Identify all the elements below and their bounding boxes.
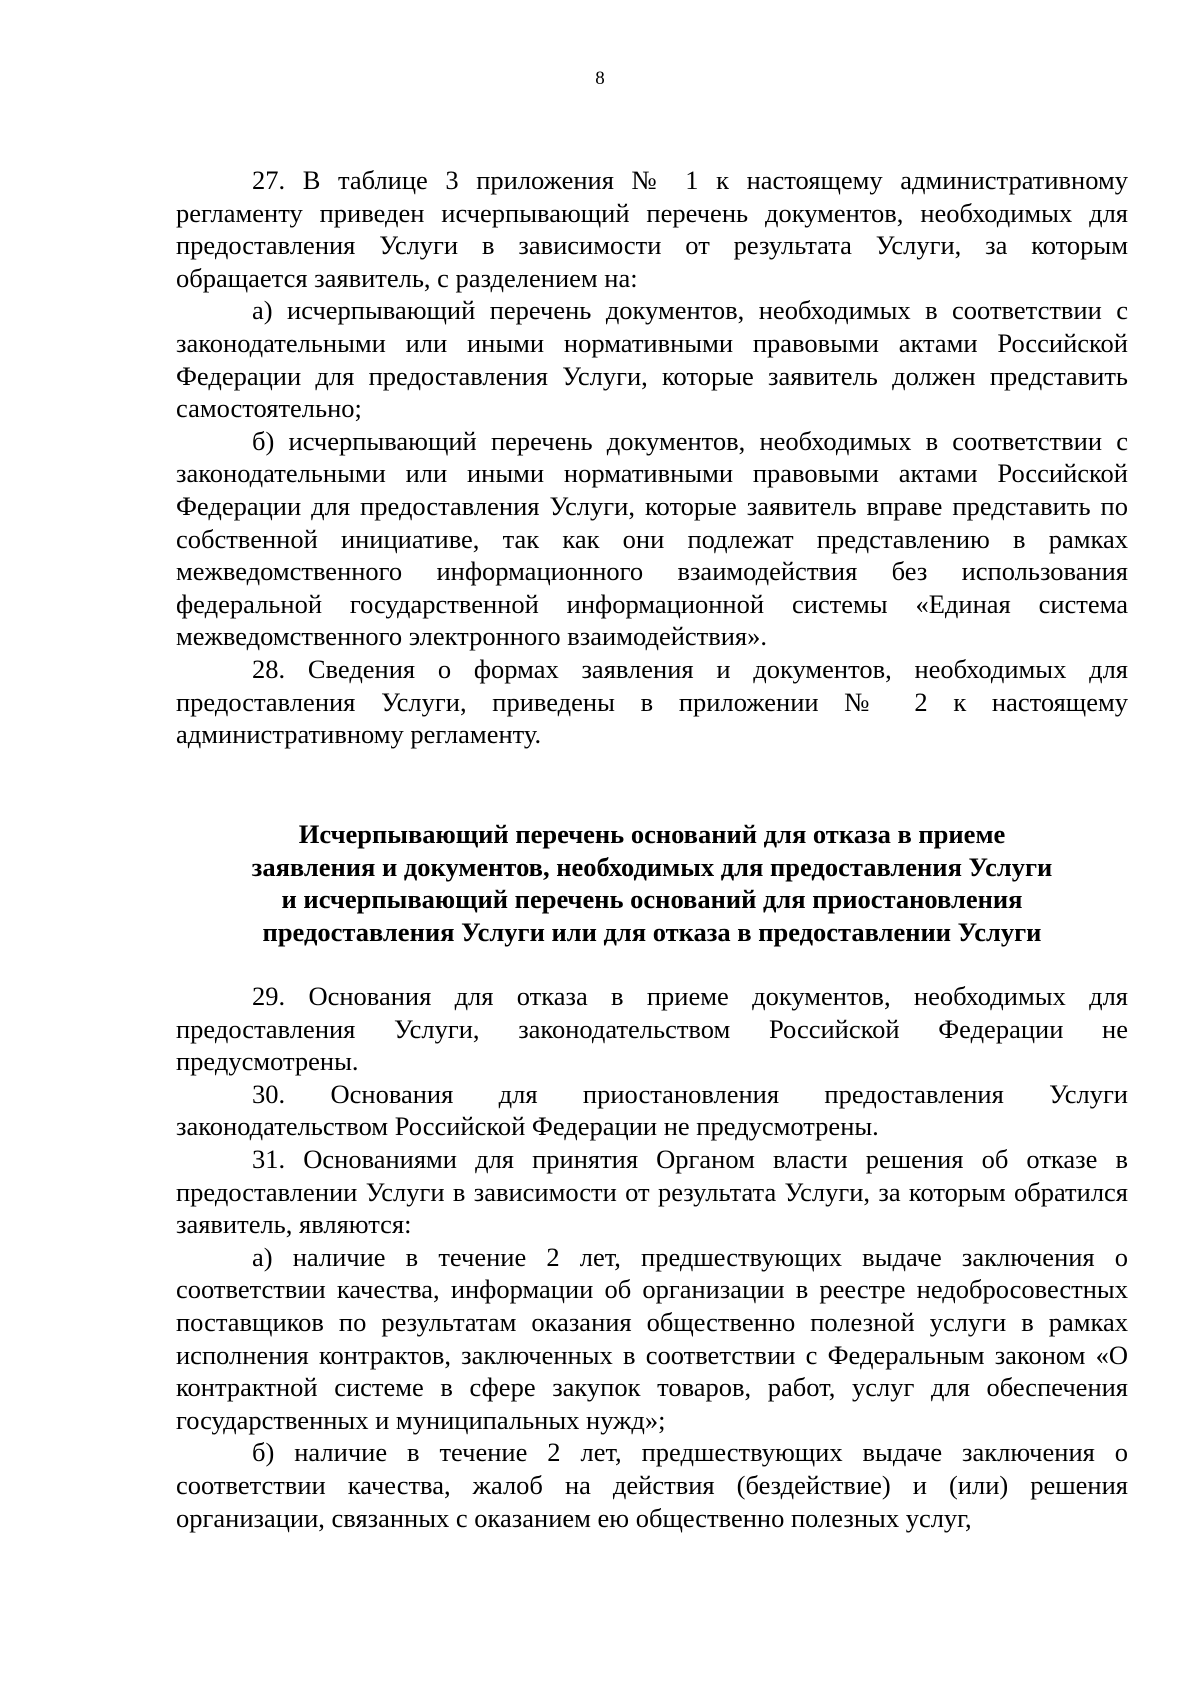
- paragraph-27-b: б) исчерпывающий перечень документов, необходимых в соответствии с законодательными или иными нормативными правовыми актами Российской Федерации для предоставления Услуги, которые заявитель вправе представить по собственной инициативе, так как они подлежат представлению в рамках межведомственного информационного взаимодействия без использования федеральной государственной информационной системы «Единая система межведомственного электронного взаимодействия».: [176, 425, 1128, 652]
- paragraph-30: 30. Основания для приостановления предоставления Услуги законодательством Российской Федерации не предусмотрены.: [176, 1078, 1128, 1142]
- heading-line: предоставления Услуги или для отказа в предоставлении Услуги: [262, 916, 1042, 947]
- paragraph-29: 29. Основания для отказа в приеме документов, необходимых для предоставления Услуги, законодательством Российской Федерации не предусмотрены.: [176, 981, 1128, 1077]
- heading-line: и исчерпывающий перечень оснований для приостановления: [281, 884, 1023, 915]
- paragraph-31: 31. Основаниями для принятия Органом власти решения об отказе в предоставлении Услуги в зависимости от результата Услуги, за которым обратился заявитель, являются:: [176, 1143, 1128, 1240]
- heading-line: Исчерпывающий перечень оснований для отказа в приеме: [298, 819, 1006, 849]
- paragraph-27-a: а) исчерпывающий перечень документов, необходимых в соответствии с законодательными или иными нормативными правовыми актами Российской Федерации для предоставления Услуги, которые заявитель должен представить самостоятельно;: [176, 295, 1128, 424]
- paragraph-27: 27. В таблице 3 приложения № 1 к настоящему административному регламенту приведен исчерпывающий перечень документов, необходимых для предоставления Услуги в зависимости от результата Услуги, за которым обращается заявитель, с разделением на:: [176, 165, 1128, 293]
- document-body-bottom: [176, 980, 1128, 1534]
- paragraph-28: 28. Сведения о формах заявления и документов, необходимых для предоставления Услуги, приведены в приложении № 2 к настоящему административному регламенту.: [176, 653, 1128, 750]
- paragraph-31-b: б) наличие в течение 2 лет, предшествующих выдаче заключения о соответствии качества, жалоб на действия (бездействие) и (или) решения организации, связанных с оказанием ею общественно полезных услуг,: [176, 1437, 1128, 1533]
- heading-line: заявления и документов, необходимых для предоставления Услуги: [251, 851, 1053, 882]
- section-heading: [176, 818, 1128, 948]
- document-body-top: [176, 164, 1128, 751]
- page-number: 8: [595, 68, 605, 89]
- paragraph-31-a: а) наличие в течение 2 лет, предшествующих выдаче заключения о соответствии качества, информации об организации в реестре недобросовестных поставщиков по результатам оказания общественно полезной услуги в рамках исполнения контрактов, заключенных в соответствии с Федеральным законом «О контрактной системе в сфере закупок товаров, работ, услуг для обеспечения государственных и муниципальных нужд»;: [176, 1241, 1128, 1435]
